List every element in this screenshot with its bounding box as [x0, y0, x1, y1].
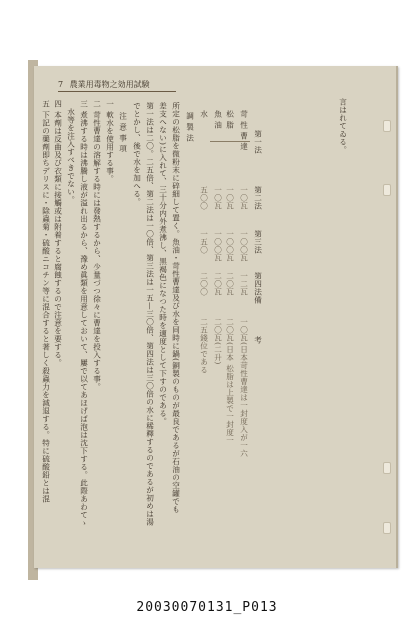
note-item: 四 本劑は反曲及び衣類に接觸或は附着すると腐蝕するので注意を要する。 [53, 100, 63, 367]
table-cell: 一二瓦 [239, 272, 249, 296]
table-cell: 一〇瓦 [239, 186, 249, 210]
table-cell: 二〇瓦 [213, 272, 223, 296]
table-cell: 一〇〇瓦 [225, 230, 235, 262]
row-label: 苛 性 曹 達 [239, 110, 249, 151]
row-label: 水 [199, 110, 209, 118]
column-head: 考 [253, 336, 263, 344]
page-number: 7 [58, 80, 64, 89]
punch-hole [383, 462, 391, 474]
table-cell: 二〇瓦(二升) [213, 318, 223, 365]
body-line: 第一法は二〇。二五倍、第二法は一〇倍、第三法は一五—三〇倍、第四法は三〇倍の水に稀釋するのであるが初めは湯 [145, 102, 155, 526]
table-cell: 二〇瓦 [225, 272, 235, 296]
section-heading: 注 意 事 項 [118, 112, 128, 153]
table-cell: 一〇〇瓦 [213, 230, 223, 262]
table-cell: 一〇〇瓦 [239, 230, 249, 262]
note-item: 二 苛性曹達の溶解する時には發熱するから、少量づつ徐々に曹達を投入する事。 [92, 100, 102, 391]
table-cell: 一〇瓦(日本苛性曹達は一封度入が一六 [239, 318, 249, 458]
column-head: 第二法 [253, 186, 263, 210]
table-cell: 一〇瓦 [225, 186, 235, 210]
body-line: 差支へない)に入れて、三十分内外煮沸し、黒褐色になつた時を適度として下すのである。 [158, 102, 168, 426]
running-header [58, 79, 176, 92]
column-head: 第三法 [253, 230, 263, 254]
punch-hole [383, 522, 391, 534]
punch-hole [383, 184, 391, 196]
body-line: でとかし、後で水を加へる。 [132, 102, 142, 206]
column-head: 第一法 [253, 130, 263, 154]
table-cell: 一〇瓦 [213, 186, 223, 210]
body-line: 所定の松脂を微粉末に碎細して置く。魚油・苛性曹達及び水を同時に鍋(銅製のものが最良であるが石油の空罐でも [171, 102, 181, 514]
note-item: 三 煮沸する時は沸騰し液が溢れ出るから、豫め眞類を用意しておいて、屢で以てあほげば泡は沈下する。此際あわてゝ [79, 100, 89, 527]
top-note: 言はれてゐる。 [338, 98, 348, 154]
running-title: 農業用毒物之効用試験 [69, 80, 150, 89]
image-caption: 20030070131_P013 [136, 600, 278, 615]
column-head: 第四法備 [253, 272, 263, 304]
table-cell: 二〇瓦(日本 松脂は上製で一封度一 [225, 318, 235, 445]
table-cell: 一五〇 [199, 230, 209, 254]
table-cell: 二五錢位である [199, 318, 209, 374]
table-cell: 二〇〇 [199, 272, 209, 296]
note-item: 水等を注入すべきでない。 [66, 100, 76, 204]
section-heading: 調 製 法 [185, 112, 195, 142]
note-item: 五 下記の藥劑即ちデリスに・除蟲菊・硫酸ニコチン等に混合すると著しく殺蟲力を減退する。特に硫酸鉛とは混 [41, 100, 51, 503]
table-cell: 五〇〇 [199, 186, 209, 210]
row-label: 松 脂 [225, 110, 235, 129]
note-item: 一 軟水を使用する事。 [105, 100, 115, 183]
punch-hole [383, 120, 391, 132]
row-label: 魚 油 [213, 110, 223, 129]
